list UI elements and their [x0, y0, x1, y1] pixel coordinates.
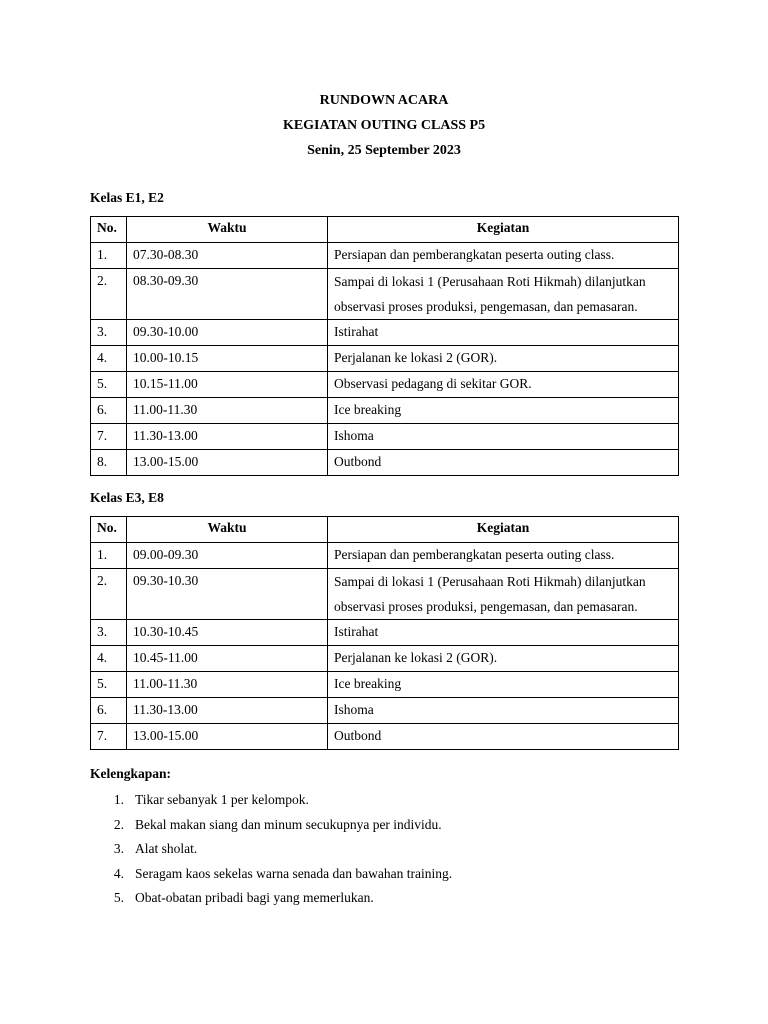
- time-cell: 11.30-13.00: [127, 424, 328, 450]
- activity-cell: Outbond: [328, 724, 679, 750]
- activity-cell: Istirahat: [328, 620, 679, 646]
- table-body: [91, 543, 679, 750]
- column-header-no: No.: [91, 517, 127, 543]
- time-cell: 13.00-15.00: [127, 450, 328, 476]
- row-number-cell: 4.: [91, 346, 127, 372]
- document-title-block: [0, 91, 768, 166]
- list-item-text: Obat-obatan pribadi bagi yang memerlukan.: [135, 890, 374, 906]
- document-subtitle: KEGIATAN OUTING CLASS P5: [282, 118, 486, 133]
- activity-cell: Persiapan dan pemberangkatan peserta outing class.: [328, 243, 679, 269]
- time-cell: 10.15-11.00: [127, 372, 328, 398]
- list-item-number: 5.: [113, 890, 124, 906]
- time-cell: 10.45-11.00: [127, 646, 328, 672]
- row-number-cell: 1.: [91, 243, 127, 269]
- table-row: [91, 450, 679, 476]
- equipment-list: [90, 788, 452, 911]
- table-row: [91, 543, 679, 569]
- row-number-cell: 2.: [91, 269, 127, 320]
- document-title: RUNDOWN ACARA: [319, 93, 449, 108]
- activity-cell: Ice breaking: [328, 398, 679, 424]
- list-item-number: 3.: [113, 841, 124, 857]
- time-cell: 11.00-11.30: [127, 398, 328, 424]
- list-item-text: Tikar sebanyak 1 per kelompok.: [135, 792, 309, 807]
- list-item-text: Seragam kaos sekelas warna senada dan bawahan training.: [135, 865, 453, 881]
- list-item: [90, 862, 452, 887]
- table-row: [91, 569, 679, 620]
- list-item-text: Alat sholat.: [135, 841, 198, 857]
- row-number-cell: 4.: [91, 646, 127, 672]
- schedule-table-e1-e2: [90, 216, 679, 476]
- table-row: [91, 620, 679, 646]
- equipment-heading: Kelengkapan:: [90, 766, 172, 781]
- row-number-cell: 5.: [91, 672, 127, 698]
- time-cell: 08.30-09.30: [127, 269, 328, 320]
- row-number-cell: 1.: [91, 543, 127, 569]
- schedule-table-e3-e8: [90, 516, 679, 750]
- column-header-no: No.: [91, 217, 127, 243]
- section-heading-e1-e2: Kelas E1, E2: [90, 190, 164, 205]
- list-item: [90, 813, 452, 838]
- list-item-number: 4.: [113, 865, 124, 881]
- time-cell: 07.30-08.30: [127, 243, 328, 269]
- time-cell: 09.00-09.30: [127, 543, 328, 569]
- column-header-time: Waktu: [127, 517, 328, 543]
- time-cell: 09.30-10.00: [127, 320, 328, 346]
- table-row: [91, 320, 679, 346]
- list-item: [90, 837, 452, 862]
- time-cell: 11.00-11.30: [127, 672, 328, 698]
- list-item-number: 1.: [113, 792, 124, 807]
- section-heading-e3-e8: Kelas E3, E8: [90, 490, 164, 505]
- activity-cell: Perjalanan ke lokasi 2 (GOR).: [328, 646, 679, 672]
- time-cell: 09.30-10.30: [127, 569, 328, 620]
- row-number-cell: 6.: [91, 398, 127, 424]
- list-item: [90, 788, 452, 813]
- table-header-row: [91, 517, 679, 543]
- row-number-cell: 7.: [91, 424, 127, 450]
- row-number-cell: 3.: [91, 620, 127, 646]
- document-date: Senin, 25 September 2023: [307, 143, 461, 158]
- activity-cell: Ice breaking: [328, 672, 679, 698]
- table-header-row: [91, 217, 679, 243]
- activity-cell: Persiapan dan pemberangkatan peserta outing class.: [328, 543, 679, 569]
- table-row: [91, 646, 679, 672]
- list-item-number: 2.: [113, 816, 124, 832]
- table-row: [91, 243, 679, 269]
- row-number-cell: 8.: [91, 450, 127, 476]
- row-number-cell: 3.: [91, 320, 127, 346]
- column-header-activity: Kegiatan: [328, 217, 679, 243]
- row-number-cell: 7.: [91, 724, 127, 750]
- column-header-activity: Kegiatan: [328, 517, 679, 543]
- table-row: [91, 724, 679, 750]
- time-cell: 13.00-15.00: [127, 724, 328, 750]
- table-row: [91, 424, 679, 450]
- activity-cell: Sampai di lokasi 1 (Perusahaan Roti Hikmah) dilanjutkan observasi proses produksi, pengemasan, dan pemasaran.: [328, 569, 679, 620]
- row-number-cell: 5.: [91, 372, 127, 398]
- activity-cell: Observasi pedagang di sekitar GOR.: [328, 372, 679, 398]
- column-header-time: Waktu: [127, 217, 328, 243]
- table-row: [91, 346, 679, 372]
- time-cell: 10.00-10.15: [127, 346, 328, 372]
- row-number-cell: 2.: [91, 569, 127, 620]
- time-cell: 10.30-10.45: [127, 620, 328, 646]
- activity-cell: Perjalanan ke lokasi 2 (GOR).: [328, 346, 679, 372]
- list-item: [90, 886, 452, 911]
- list-item-text: Bekal makan siang dan minum secukupnya per individu.: [135, 816, 442, 832]
- table-row: [91, 398, 679, 424]
- table-row: [91, 269, 679, 320]
- activity-cell: Outbond: [328, 450, 679, 476]
- table-body: [91, 243, 679, 476]
- activity-cell: Ishoma: [328, 424, 679, 450]
- row-number-cell: 6.: [91, 698, 127, 724]
- time-cell: 11.30-13.00: [127, 698, 328, 724]
- activity-cell: Ishoma: [328, 698, 679, 724]
- table-row: [91, 698, 679, 724]
- table-row: [91, 672, 679, 698]
- table-row: [91, 372, 679, 398]
- activity-cell: Istirahat: [328, 320, 679, 346]
- activity-cell: Sampai di lokasi 1 (Perusahaan Roti Hikmah) dilanjutkan observasi proses produksi, pengemasan, dan pemasaran.: [328, 269, 679, 320]
